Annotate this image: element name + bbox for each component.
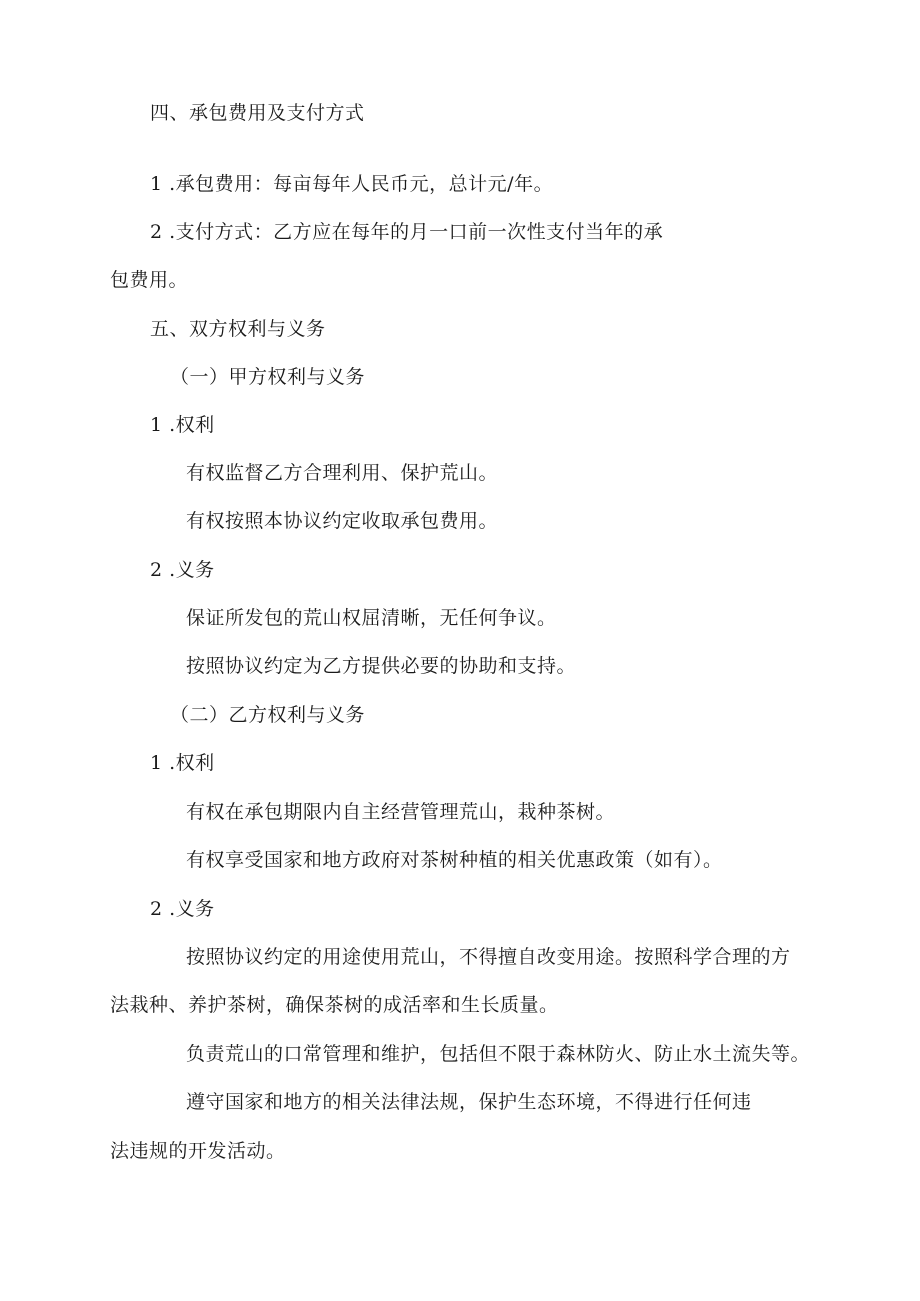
party-b-right-2: 有权享受国家和地方政府对茶树种植的相关优惠政策（如有）。 [186, 849, 723, 871]
party-a-duties-label: 2 .义务 [150, 559, 215, 581]
payment-item-line2: 包费用。 [110, 269, 189, 291]
party-a-duty-1: 保证所发包的荒山权屈清晰，无任何争议。 [186, 607, 557, 629]
section-5-heading: 五、双方权利与义务 [150, 318, 326, 340]
party-a-right-2: 有权按照本协议约定收取承包费用。 [186, 510, 499, 532]
party-b-duty-1-line2: 法栽种、养护茶树，确保茶树的成活率和生长质量。 [110, 994, 559, 1016]
section-4-heading: 四、承包费用及支付方式 [150, 102, 365, 124]
payment-item-line1: 2 .支付方式：乙方应在每年的月一口前一次性支付当年的承 [150, 221, 664, 243]
party-b-duty-3-line2: 法违规的开发活动。 [110, 1140, 286, 1162]
party-b-right-1: 有权在承包期限内自主经营管理荒山，栽种茶树。 [186, 801, 616, 823]
party-b-duties-label: 2 .义务 [150, 898, 215, 920]
party-b-duty-1-line1: 按照协议约定的用途使用荒山，不得擅自改变用途。按照科学合理的方 [186, 946, 791, 968]
party-a-heading: （一）甲方权利与义务 [170, 366, 366, 388]
party-b-duty-3-line1: 遵守国家和地方的相关法律法规，保护生态环境，不得进行任何违 [186, 1091, 752, 1113]
fee-item: 1 .承包费用：每亩每年人民币元，总计元/年。 [150, 173, 554, 195]
party-a-right-1: 有权监督乙方合理利用、保护荒山。 [186, 462, 499, 484]
party-b-duty-2: 负责荒山的口常管理和维护，包括但不限于森林防火、防止水土流失等。 [186, 1043, 811, 1065]
party-a-rights-label: 1 .权利 [150, 414, 215, 436]
party-b-heading: （二）乙方权利与义务 [170, 704, 366, 726]
party-a-duty-2: 按照协议约定为乙方提供必要的协助和支持。 [186, 655, 577, 677]
party-b-rights-label: 1 .权利 [150, 752, 215, 774]
